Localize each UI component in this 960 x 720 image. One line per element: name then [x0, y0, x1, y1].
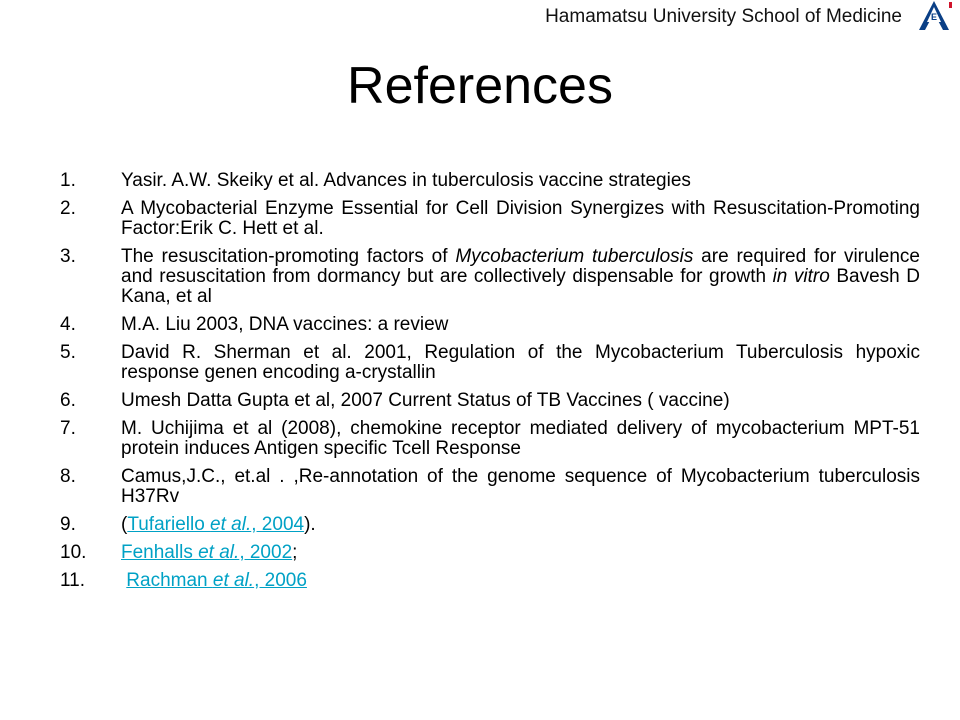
reference-link-rachman[interactable]: Rachman et al., 2006 — [126, 570, 307, 591]
in-vitro-term: in vitro — [772, 266, 830, 287]
list-item — [60, 571, 920, 591]
reference-number: 7. — [60, 418, 76, 439]
reference-link-tufariello[interactable]: Tufariello et al., 2004 — [127, 514, 305, 535]
reference-number: 2. — [60, 198, 76, 219]
reference-number: 9. — [60, 514, 76, 535]
reference-list — [60, 171, 920, 599]
reference-text: A Mycobacterial Enzyme Essential for Cell Division Synergizes with Resuscitation-Promoting Factor:Erik C. Hett et al. — [121, 198, 920, 239]
list-item — [60, 391, 920, 411]
reference-text: Fenhalls et al., 2002; — [121, 542, 298, 563]
university-logo — [916, 0, 952, 32]
reference-text — [121, 571, 920, 591]
species-name: Mycobacterium tuberculosis — [455, 246, 694, 267]
list-item — [60, 171, 920, 191]
list-item — [60, 515, 920, 535]
reference-text: Umesh Datta Gupta et al, 2007 Current Status of TB Vaccines ( vaccine) — [121, 390, 730, 411]
reference-text: M.A. Liu 2003, DNA vaccines: a review — [121, 314, 449, 335]
reference-number: 8. — [60, 466, 76, 487]
reference-number: 4. — [60, 314, 76, 335]
reference-text: M. Uchijima et al (2008), chemokine receptor mediated delivery of mycobacterium MPT-51 protein induces Antigen specific Tcell Response — [121, 418, 920, 459]
reference-number: 10. — [60, 542, 87, 563]
list-item — [60, 247, 920, 307]
reference-number: 6. — [60, 390, 76, 411]
reference-number: 11. — [60, 570, 86, 591]
logo-letter: E — [930, 12, 938, 22]
reference-number: 1. — [60, 170, 76, 191]
reference-text: The resuscitation-promoting factors of Mycobacterium tuberculosis are required for virulence and resuscitation from dormancy but are collectively dispensable for growth in vitro Bavesh D Kana, et al — [121, 246, 920, 307]
list-item — [60, 543, 920, 563]
list-item — [60, 419, 920, 459]
list-item — [60, 315, 920, 335]
list-item — [60, 343, 920, 383]
page-title: References — [347, 57, 613, 115]
reference-text: Camus,J.C., et.al . ,Re-annotation of the genome sequence of Mycobacterium tuberculosis H37Rv — [121, 466, 920, 507]
list-item — [60, 467, 920, 507]
reference-text: (Tufariello et al., 2004). — [121, 514, 316, 535]
list-item — [60, 199, 920, 239]
reference-link-fenhalls[interactable]: Fenhalls et al., 2002 — [121, 542, 293, 563]
reference-text: Yasir. A.W. Skeiky et al. Advances in tuberculosis vaccine strategies — [121, 170, 691, 191]
reference-number: 5. — [60, 342, 76, 363]
institution-name: Hamamatsu University School of Medicine — [545, 6, 902, 27]
reference-number: 3. — [60, 246, 76, 267]
reference-text: David R. Sherman et al. 2001, Regulation of the Mycobacterium Tuberculosis hypoxic response genen encoding a-crystallin — [121, 342, 920, 383]
